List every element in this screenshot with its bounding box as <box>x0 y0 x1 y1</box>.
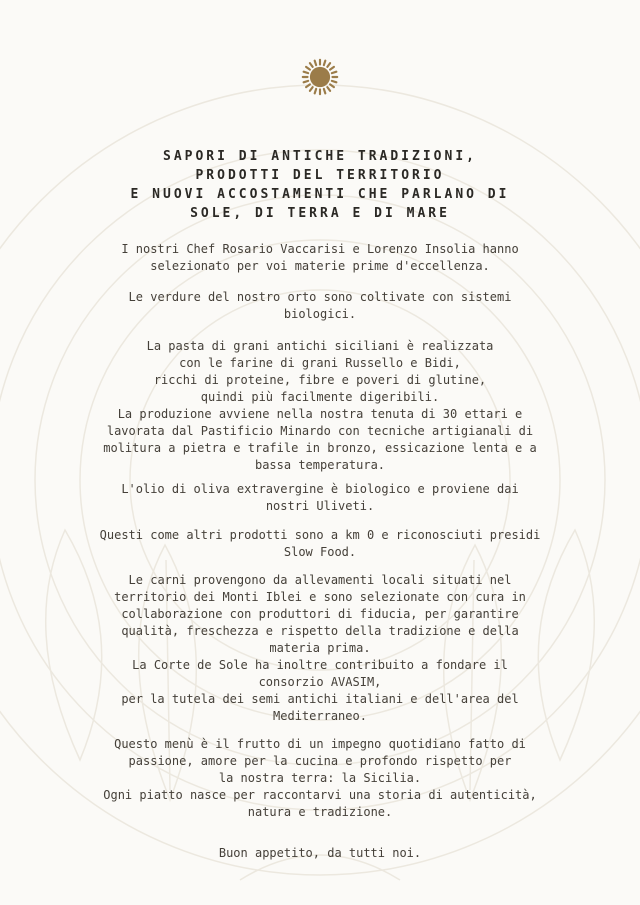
text-line: collaborazione con produttori di fiducia, per garantire <box>121 607 519 621</box>
text-line: Questi come altri prodotti sono a km 0 e riconosciuti presidi <box>99 528 541 542</box>
text-line: Ogni piatto nasce per raccontarvi una storia di autenticità, <box>103 788 537 802</box>
text-line: E NUOVI ACCOSTAMENTI CHE PARLANO DI <box>130 187 510 202</box>
paragraph-menu <box>0 736 640 821</box>
paragraph-appetito <box>0 845 640 862</box>
text-line: nostri Uliveti. <box>265 499 375 513</box>
text-line: Mediterraneo. <box>273 709 367 723</box>
text-line: La Corte de Sole ha inoltre contribuito a fondare il <box>132 658 508 672</box>
text-line: biologici. <box>283 307 357 321</box>
text-line: con le farine di grani Russello e Bidi, <box>179 356 461 370</box>
paragraph-olio <box>0 481 640 515</box>
text-line: PRODOTTI DEL TERRITORIO <box>195 168 445 183</box>
text-line: quindi più facilmente digeribili. <box>200 390 440 404</box>
text-line: SOLE, DI TERRA E DI MARE <box>190 206 450 221</box>
text-line: selezionato per voi materie prime d'eccellenza. <box>150 259 490 273</box>
text-line: ricchi di proteine, fibre e poveri di glutine, <box>153 373 487 387</box>
paragraph-carni <box>0 572 640 725</box>
paragraph-verdure <box>0 289 640 323</box>
paragraph-chefs <box>0 241 640 275</box>
text-line: Le verdure del nostro orto sono coltivate con sistemi <box>128 290 512 304</box>
text-line: molitura a pietra e trafile in bronzo, essicazione lenta e a <box>103 441 537 455</box>
text-line: la nostra terra: la Sicilia. <box>218 771 422 785</box>
text-line: per la tutela dei semi antichi italiani e dell'area del <box>121 692 519 706</box>
text-line: Le carni provengono da allevamenti locali situati nel <box>128 573 512 587</box>
text-line: consorzio AVASIM, <box>258 675 382 689</box>
sun-icon <box>301 58 339 96</box>
page-title <box>0 147 640 223</box>
text-line: lavorata dal Pastificio Minardo con tecniche artigianali di <box>106 424 534 438</box>
paragraph-pasta <box>0 338 640 474</box>
text-line: Slow Food. <box>283 545 357 559</box>
text-line: natura e tradizione. <box>247 805 393 819</box>
text-line: bassa temperatura. <box>254 458 386 472</box>
text-line: Buon appetito, da tutti noi. <box>218 846 422 860</box>
text-line: materia prima. <box>269 641 371 655</box>
text-line: SAPORI DI ANTICHE TRADIZIONI, <box>163 149 477 164</box>
text-line: Questo menù è il frutto di un impegno quotidiano fatto di <box>114 737 526 751</box>
text-line: L'olio di oliva extravergine è biologico e proviene dai <box>121 482 519 496</box>
paragraph-km0 <box>0 527 640 561</box>
text-line: territorio dei Monti Iblei e sono selezionate con cura in <box>114 590 526 604</box>
text-line: La produzione avviene nella nostra tenuta di 30 ettari e <box>117 407 523 421</box>
text-line: qualità, freschezza e rispetto della tradizione e della <box>121 624 519 638</box>
text-line: I nostri Chef Rosario Vaccarisi e Lorenzo Insolia hanno <box>121 242 519 256</box>
text-line: La pasta di grani antichi siciliani è realizzata <box>146 339 494 353</box>
text-line: passione, amore per la cucina e profondo rispetto per <box>128 754 512 768</box>
